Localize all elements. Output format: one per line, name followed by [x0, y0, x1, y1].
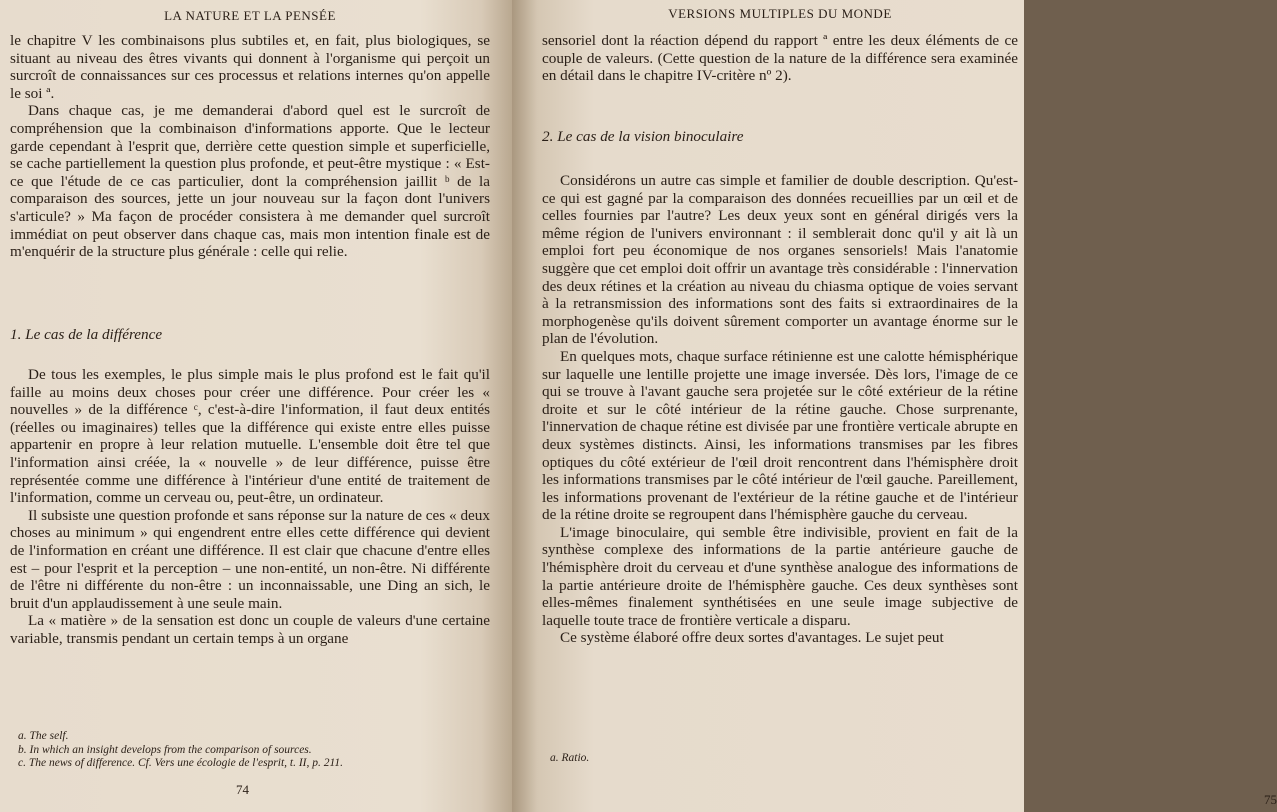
footnote: c. The news of difference. Cf. Vers une écologie de l'esprit, t. II, p. 211.	[18, 757, 344, 769]
paragraph: Considérons un autre cas simple et familier de double description. Qu'est-ce qui est gagné par la comparaison des données recueillies par un œil et de celles fournies par l'autre? Les deux yeux sont en général dirigés vers la même région de l'univers environnant : il semblerait donc qu'il y ait là un emploi fort peu économique de nos organes sensoriels! Mais l'anatomie suggère que cet emploi doit offrir un avantage très considérable : l'innervation des deux rétines et la création au niveau du chiasma optique de voies servant à la retransmission des informations sont des faits si extraordinaires de la morphogenèse qu'ils doivent sûrement comporter un avantage énorme sur le plan de l'évolution.	[542, 172, 1018, 348]
paragraph: En quelques mots, chaque surface rétinienne est une calotte hémisphérique sur laquelle une lentille projette une image inversée. Dès lors, l'image de ce qui se trouve à l'avant gauche sera projetée sur le côté extérieur de la rétine droite et sur le côté intérieur de la rétine gauche. Chose surprenante, l'innervation de chaque rétine est divisée par une frontière verticale abrupte en deux systèmes distincts. Ainsi, les informations transmises par les fibres optiques du côté extérieur de l'œil droit rencontrent dans l'hémisphère droit les informations transmises par le côté intérieur de l'œil gauche. Pareillement, les informations provenant de l'extérieur de la rétine gauche et de l'intérieur de la rétine droite se regroupent dans l'hémisphère gauche du cerveau.	[542, 347, 1018, 524]
paragraph: La « matière » de la sensation est donc un couple de valeurs d'une certaine variable, transmis pendant un certain temps à un organe	[10, 612, 490, 647]
paragraph: L'image binoculaire, qui semble être indivisible, provient en fait de la synthèse complexe des informations de la partie antérieure gauche de l'hémisphère droit du cerveau et d'une synthèse analogue des informations de la partie antérieure droite de l'hémisphère gauche. Ces deux synthèses sont elles-mêmes finalement synthétisées en une seule image subjective de laquelle toute trace de frontière verticale a disparu.	[542, 523, 1018, 629]
paragraph: Ce système élaboré offre deux sortes d'avantages. Le sujet peut	[560, 629, 944, 647]
left-top-text	[10, 32, 490, 261]
footnote: a. The self.	[18, 730, 69, 742]
paragraph: De tous les exemples, le plus simple mais le plus profond est le fait qu'il faille au moins deux choses pour créer une différence. Pour créer les « nouvelles » de la différence ᶜ, c'est-à-dire l'information, il faut deux entités (réelles ou imaginaires) telles que la différence qui existe entre elles puisse appartenir en propre à leur relation mutuelle. L'ensemble doit être tel que l'information ainsi créée, la « nouvelle » de leur différence, puisse être représentée comme une différence à l'intérieur d'une entité de traitement de l'information, comme un cerveau ou, peut-être, un ordinateur.	[10, 366, 490, 507]
footnote: b. In which an insight develops from the comparison of sources.	[18, 743, 312, 756]
running-head-right: VERSIONS MULTIPLES DU MONDE	[668, 6, 892, 21]
running-head-left: LA NATURE ET LA PENSÉE	[164, 8, 336, 23]
footnotes-right	[550, 752, 589, 766]
paragraph: sensoriel dont la réaction dépend du rapport ª entre les deux éléments de ce couple de valeurs. (Cette question de la nature de la différence sera examinée en détail dans le chapitre IV-critère nº 2).	[542, 32, 1018, 85]
right-main-text	[542, 172, 1018, 647]
right-top-text	[542, 32, 1018, 85]
paragraph: Dans chaque cas, je me demanderai d'abord quel est le surcroît de compréhension que la combinaison d'informations apporte. Que le lecteur garde cependant à l'esprit que, derrière cette question simple et superficielle, se cache partiellement la question plus profonde, et peut-être mystique : « Est-ce que l'étude de ce cas particulier, dont la compréhension jaillit ᵇ de la comparaison des sources, jette un jour nouveau sur la façon dont l'univers s'articule? » Ma façon de procéder consistera à me demander quel surcroît immédiat on peut observer dans chaque cas, mais mon intention finale est de m'enquérir de la structure plus générale : celle qui relie.	[10, 102, 490, 261]
footnotes-left	[18, 730, 343, 771]
page-number-left: 74	[236, 782, 249, 797]
left-page	[0, 0, 512, 812]
right-page	[512, 0, 1277, 812]
section-heading-binocular: 2. Le cas de la vision binoculaire	[542, 128, 744, 145]
footnote: a. Ratio.	[550, 752, 590, 764]
section-heading-difference: 1. Le cas de la différence	[10, 326, 163, 343]
page-number-right: 75	[1264, 792, 1277, 807]
left-main-text	[10, 366, 490, 648]
paragraph: le chapitre V les combinaisons plus subtiles et, en fait, plus biologiques, se situant au niveau des êtres vivants qui donnent à l'organisme qui perçoit un surcroît de connaissances sur ces processus et relations internes qu'on appelle le soi ª.	[10, 32, 490, 102]
paragraph: Il subsiste une question profonde et sans réponse sur la nature de ces « deux choses au minimum » qui engendrent entre elles cette différence qui devient de l'information en créant une différence. Il est clair que chacune d'entre elles est – pour l'esprit et la perception – une non-entité, un non-être. Ni différente de l'être ni différente du non-être : un inconnaissable, une Ding an sich, le bruit d'un applaudissement à une seule main.	[10, 506, 490, 612]
